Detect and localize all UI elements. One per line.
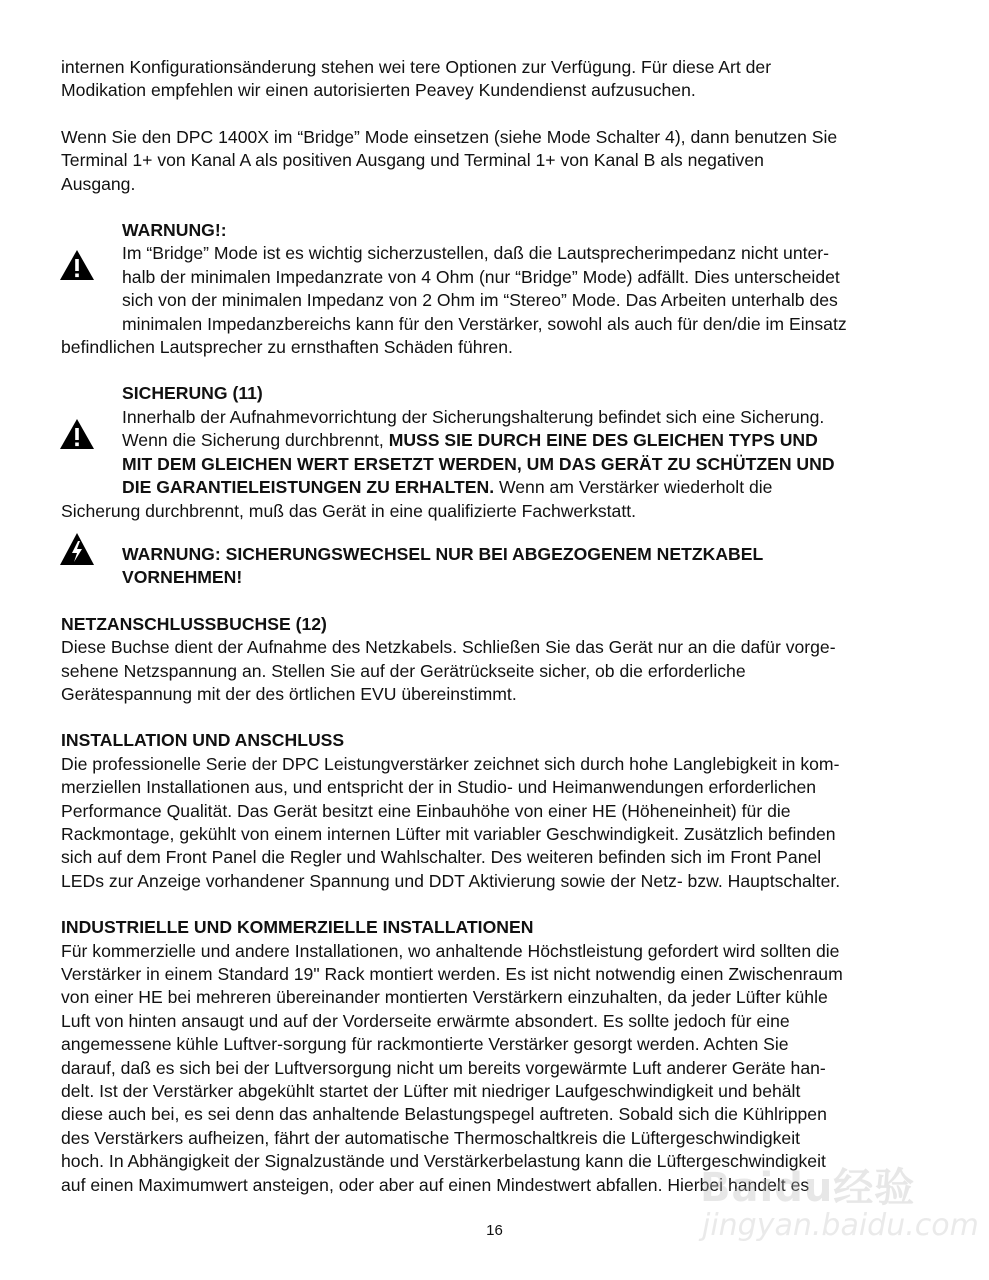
power-socket-section	[61, 613, 929, 707]
text-line: halb der minimalen Impedanzrate von 4 Ohm (nur “Bridge” Mode) adfällt. Dies unterscheidet	[122, 266, 840, 287]
watermark-url: jingyan.baidu.com	[702, 1208, 979, 1243]
text-line	[61, 429, 929, 452]
text-line: LEDs zur Anzeige vorhandener Spannung und DDT Aktivierung sowie der Netz- bzw. Hauptschalter.	[61, 870, 841, 891]
fuse-text: Wenn die Sicherung durchbrennt,	[122, 430, 389, 451]
text-line: Luft von hinten ansaugt und auf der Vorderseite erwärmte absondert. Es sollte jedoch für eine	[61, 1010, 790, 1031]
section-heading: INSTALLATION UND ANSCHLUSS	[61, 730, 345, 751]
text-line: delt. Ist der Verstärker abgekühlt startet der Lüfter mit niedriger Laufgeschwindigkeit und behält	[61, 1081, 801, 1102]
shock-warning-text: VORNEHMEN!	[122, 567, 243, 588]
fuse-text: Wenn am Verstärker wiederholt die	[494, 477, 773, 498]
text-line: hoch. In Abhängigkeit der Signalzustände und Verstärkerbelastung kann die Lüftergeschwindigkeit	[61, 1151, 826, 1172]
text-line: des Verstärkers aufheizen, fährt der automatische Thermoschaltkreis die Lüftergeschwindigkeit	[61, 1127, 800, 1148]
warning-exclamation-icon	[59, 249, 95, 281]
text-line: darauf, daß es sich bei der Luftversorgung nicht um bereits vorgewärmte Luft anderer Geräte han-	[61, 1057, 826, 1078]
fuse-bold-text: MUSS SIE DURCH EINE DES GLEICHEN TYPS UND	[388, 430, 818, 451]
text-line: Verstärker in einem Standard 19" Rack montiert werden. Es ist nicht notwendig einen Zwischenraum	[61, 964, 843, 984]
text-line: Im “Bridge” Mode ist es wichtig sicherzustellen, daß die Lautsprecherimpedanz nicht unter-	[122, 243, 830, 264]
warning-exclamation-icon	[59, 418, 95, 450]
section-heading: NETZANSCHLUSSBUCHSE (12)	[61, 613, 327, 634]
text-line: minimalen Impedanzbereichs kann für den Verstärker, sowohl als auch für den/die im Einsatz	[122, 313, 847, 334]
intro-paragraph-2	[61, 126, 929, 196]
intro-paragraph-1	[61, 56, 929, 103]
section-heading: INDUSTRIELLE UND KOMMERZIELLE INSTALLATIONEN	[61, 917, 534, 938]
shock-warning-text: WARNUNG: SICHERUNGSWECHSEL NUR BEI ABGEZOGENEM NETZKABEL	[122, 543, 764, 564]
text-line	[61, 476, 929, 499]
text-line: Wenn Sie den DPC 1400X im “Bridge” Mode einsetzen (siehe Mode Schalter 4), dann benutzen Sie	[61, 126, 838, 147]
text-line: Diese Buchse dient der Aufnahme des Netzkabels. Schließen Sie das Gerät nur an die dafür vorge-	[61, 637, 836, 658]
text-line: sich von der minimalen Impedanz von 2 Ohm im “Stereo” Mode. Das Arbeiten unterhalb des	[122, 290, 838, 311]
text-line: Performance Qualität. Das Gerät besitzt eine Einbauhöhe von einer HE (Höheneinheit) für die	[61, 800, 791, 821]
page-number: 16	[486, 1222, 503, 1239]
text-line: Die professionelle Serie der DPC Leistungverstärker zeichnet sich durch hohe Langlebigkeit in kom-	[61, 753, 840, 774]
fuse-heading: SICHERUNG (11)	[122, 383, 263, 404]
text-line: Rackmontage, gekühlt von einem internen Lüfter mit variabler Geschwindigkeit. Zusätzlich befinden	[61, 823, 836, 844]
text-line: von einer HE bei mehreren übereinander montierten Verstärkern einzuhalten, da jeder Lüfter kühle	[61, 987, 828, 1008]
warning-heading: WARNUNG!:	[122, 220, 227, 241]
industrial-section	[61, 916, 929, 1197]
installation-section	[61, 729, 929, 893]
text-line: Ausgang.	[61, 173, 136, 194]
text-line: sehene Netzspannung an. Stellen Sie auf der Gerätrückseite sicher, ob die erforderliche	[61, 660, 746, 681]
shock-warning-section	[61, 543, 929, 590]
text-line: Modikation empfehlen wir einen autorisierten Peavey Kundendienst aufzusuchen.	[61, 80, 696, 101]
fuse-bold-text: DIE GARANTIELEISTUNGEN ZU ERHALTEN.	[122, 477, 495, 498]
text-line: merziellen Installationen aus, und entspricht der in Studio- und Heimanwendungen erforderlichen	[61, 777, 817, 798]
text-line: Terminal 1+ von Kanal A als positiven Ausgang und Terminal 1+ von Kanal B als negativen	[61, 150, 764, 171]
fuse-bold-text: MIT DEM GLEICHEN WERT ERSETZT WERDEN, UM DAS GERÄT ZU SCHÜTZEN UND	[122, 453, 835, 474]
watermark-logo: Baidu经验	[700, 1165, 916, 1211]
text-line: Sicherung durchbrennt, muß das Gerät in eine qualifizierte Fachwerkstatt.	[61, 500, 637, 521]
text-line: diese auch bei, es sei denn das anhaltende Belastungspegel auftreten. Sobald sich die Kühlrippen	[61, 1104, 827, 1125]
document-page	[61, 56, 929, 1197]
text-line: angemessene kühle Luftver-sorgung für rackmontierte Verstärker gesorgt werden. Achten Sie	[61, 1034, 789, 1055]
text-line: sich auf dem Front Panel die Regler und Wahlschalter. Des weiteren befinden sich im Front Panel	[61, 847, 822, 868]
text-line: Gerätespannung mit der des örtlichen EVU übereinstimmt.	[61, 683, 517, 704]
lightning-warning-icon	[59, 531, 95, 567]
text-line: Für kommerzielle und andere Installationen, wo anhaltende Höchstleistung gefordert wird sollten die	[61, 940, 840, 961]
bridge-warning-section	[61, 219, 929, 359]
text-line: Innerhalb der Aufnahmevorrichtung der Sicherungshalterung befindet sich eine Sicherung.	[122, 406, 825, 427]
text-line: befindlichen Lautsprecher zu ernsthaften Schäden führen.	[61, 337, 513, 358]
fuse-section	[61, 382, 929, 522]
text-line: auf einen Maximumwert ansteigen, oder aber auf einen Mindestwert abfallen. Hierbei handelt es	[61, 1174, 810, 1195]
text-line: internen Konfigurationsänderung stehen wei tere Optionen zur Verfügung. Für diese Art der	[61, 57, 772, 77]
